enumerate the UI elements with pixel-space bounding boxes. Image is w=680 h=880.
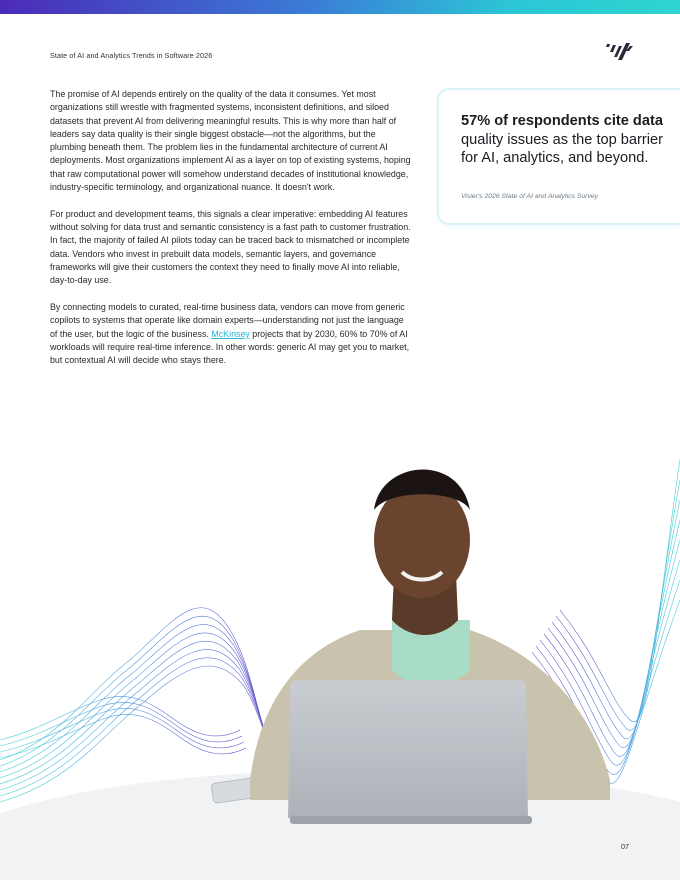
callout-quote — [461, 112, 671, 168]
stat-callout — [437, 88, 680, 225]
callout-source: Visier's 2026 State of AI and Analytics Survey — [461, 193, 599, 200]
laptop — [288, 680, 528, 818]
paragraph-3-end: projects that by 2030, 60% to 70% of AI workloads will require real-time inference. In other words: generic AI may get you to market, but contextual AI will decide who stays there. — [50, 328, 410, 366]
mckinsey-link[interactable]: McKinsey — [211, 328, 250, 339]
body-text — [50, 88, 412, 381]
left-wave-graphic — [0, 608, 294, 802]
paragraph-3-start: By connecting models to curated, real-time business data, vendors can move from generic copilots to systems that operate like domain experts—understanding not just the language of the user, but the logic of the business. — [50, 302, 405, 339]
hero-image — [0, 440, 680, 880]
callout-highlight: 57% of respondents cite data — [461, 113, 663, 129]
document-title: State of AI and Analytics Trends in Software 2026 — [50, 51, 213, 60]
paragraph-3 — [50, 301, 412, 367]
callout-rest: quality issues as the top barrier for AI, analytics, and beyond. — [461, 131, 663, 166]
paragraph-2: For product and development teams, this signals a clear imperative: embedding AI features without solving for data trust and semantic consistency is a fast path to customer frustration. In fact, the majority of failed AI pilots today can be traced back to mismatched or incomplete data. Vendors who invest in prebuilt data models, semantic layers, and governance frameworks will give their customers the context they need to finally move AI into reliable, day-to-day use. — [50, 208, 411, 286]
paragraph-1: The promise of AI depends entirely on the quality of the data it consumes. Yet most organizations still wrestle with fragmented systems, inconsistent definitions, and siloed datasets that prevent AI from delivering meaningful results. This is why more than half of leaders say data quality is their single biggest obstacle—not the algorithms, but the plumbing beneath them. The problem lies in the fundamental architecture of current AI deployments. Most organizations implement AI as a layer on top of existing systems, hoping that raw computational power will somehow understand decades of institutional knowledge, industry-specific terminology, and organizational nuance. It doesn't work. — [50, 89, 411, 193]
top-gradient-bar — [0, 0, 680, 14]
brand-logo-icon — [604, 40, 634, 62]
page-number: 07 — [621, 842, 629, 851]
